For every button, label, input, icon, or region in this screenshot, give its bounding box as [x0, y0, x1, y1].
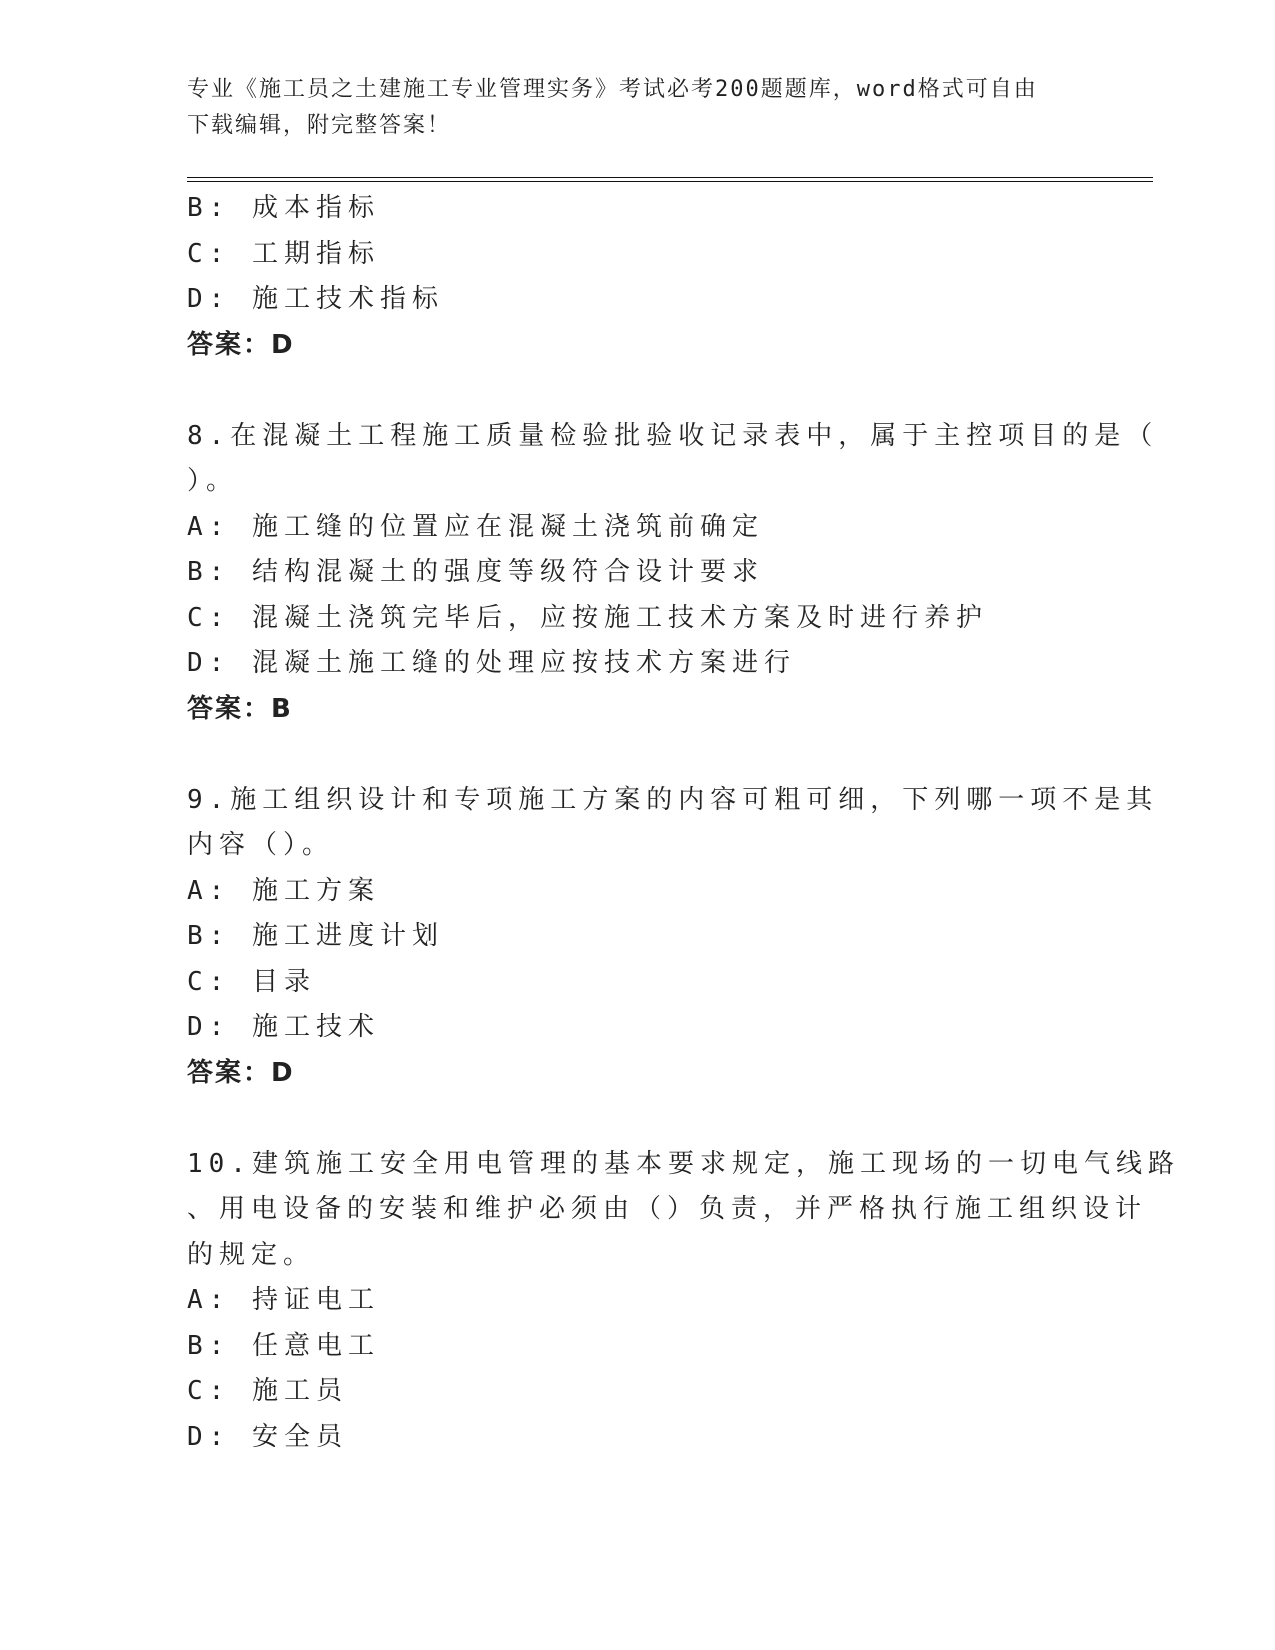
- q7-option-c: C: 工期指标: [187, 238, 380, 269]
- q8-option-c: C: 混凝土浇筑完毕后，应按施工技术方案及时进行养护: [187, 602, 988, 633]
- q9-option-c: C: 目录: [187, 966, 316, 997]
- q9-option-b: B: 施工进度计划: [187, 921, 444, 951]
- header-divider-bottom: [187, 181, 1153, 182]
- question-content: [187, 186, 1180, 1460]
- question-9: [187, 778, 1159, 1097]
- document-header: [187, 72, 1087, 144]
- q8-option-b: B: 结构混凝土的强度等级符合设计要求: [187, 557, 764, 587]
- q8-stem-line-2: ）。: [187, 466, 239, 496]
- header-line-2: 下载编辑，附完整答案！: [187, 113, 452, 138]
- header-divider-top: [187, 177, 1153, 178]
- spacer: [187, 368, 1087, 414]
- q10-option-c: C: 施工员: [187, 1376, 348, 1406]
- q8-option-d: D: 混凝土施工缝的处理应按技术方案进行: [187, 648, 796, 678]
- q9-stem-line-2: 内容（）。: [187, 830, 335, 860]
- question-8: [187, 414, 1159, 733]
- q9-option-d: D: 施工技术: [187, 1012, 380, 1042]
- spacer: [187, 1096, 1087, 1142]
- q10-option-d: D: 安全员: [187, 1421, 348, 1452]
- q10-option-b: B: 任意电工: [187, 1330, 380, 1361]
- q9-answer: 答案：D: [187, 1057, 295, 1088]
- q8-stem-line-1: 8.在混凝土工程施工质量检验批验收记录表中，属于主控项目的是（: [187, 420, 1159, 451]
- q7-option-d: D: 施工技术指标: [187, 284, 444, 314]
- q7-answer: 答案：D: [187, 329, 295, 360]
- q9-option-a: A: 施工方案: [187, 875, 380, 906]
- q10-stem-line-1: 10.建筑施工安全用电管理的基本要求规定，施工现场的一切电气线路: [187, 1148, 1180, 1179]
- question-7-tail: [187, 186, 1087, 368]
- q8-option-a: A: 施工缝的位置应在混凝土浇筑前确定: [187, 511, 764, 542]
- q8-answer: 答案：B: [187, 693, 293, 724]
- q9-stem-line-1: 9.施工组织设计和专项施工方案的内容可粗可细，下列哪一项不是其: [187, 784, 1159, 815]
- q10-stem-line-2: 、用电设备的安装和维护必须由（）负责，并严格执行施工组织设计: [187, 1194, 1148, 1224]
- header-line-1: 专业《施工员之土建施工专业管理实务》考试必考200题题库，word格式可自由: [187, 77, 1038, 102]
- question-10: [187, 1142, 1180, 1461]
- q7-option-b: B: 成本指标: [187, 193, 380, 223]
- q10-stem-line-3: 的规定。: [187, 1239, 316, 1270]
- spacer: [187, 732, 1087, 778]
- q10-option-a: A: 持证电工: [187, 1285, 380, 1315]
